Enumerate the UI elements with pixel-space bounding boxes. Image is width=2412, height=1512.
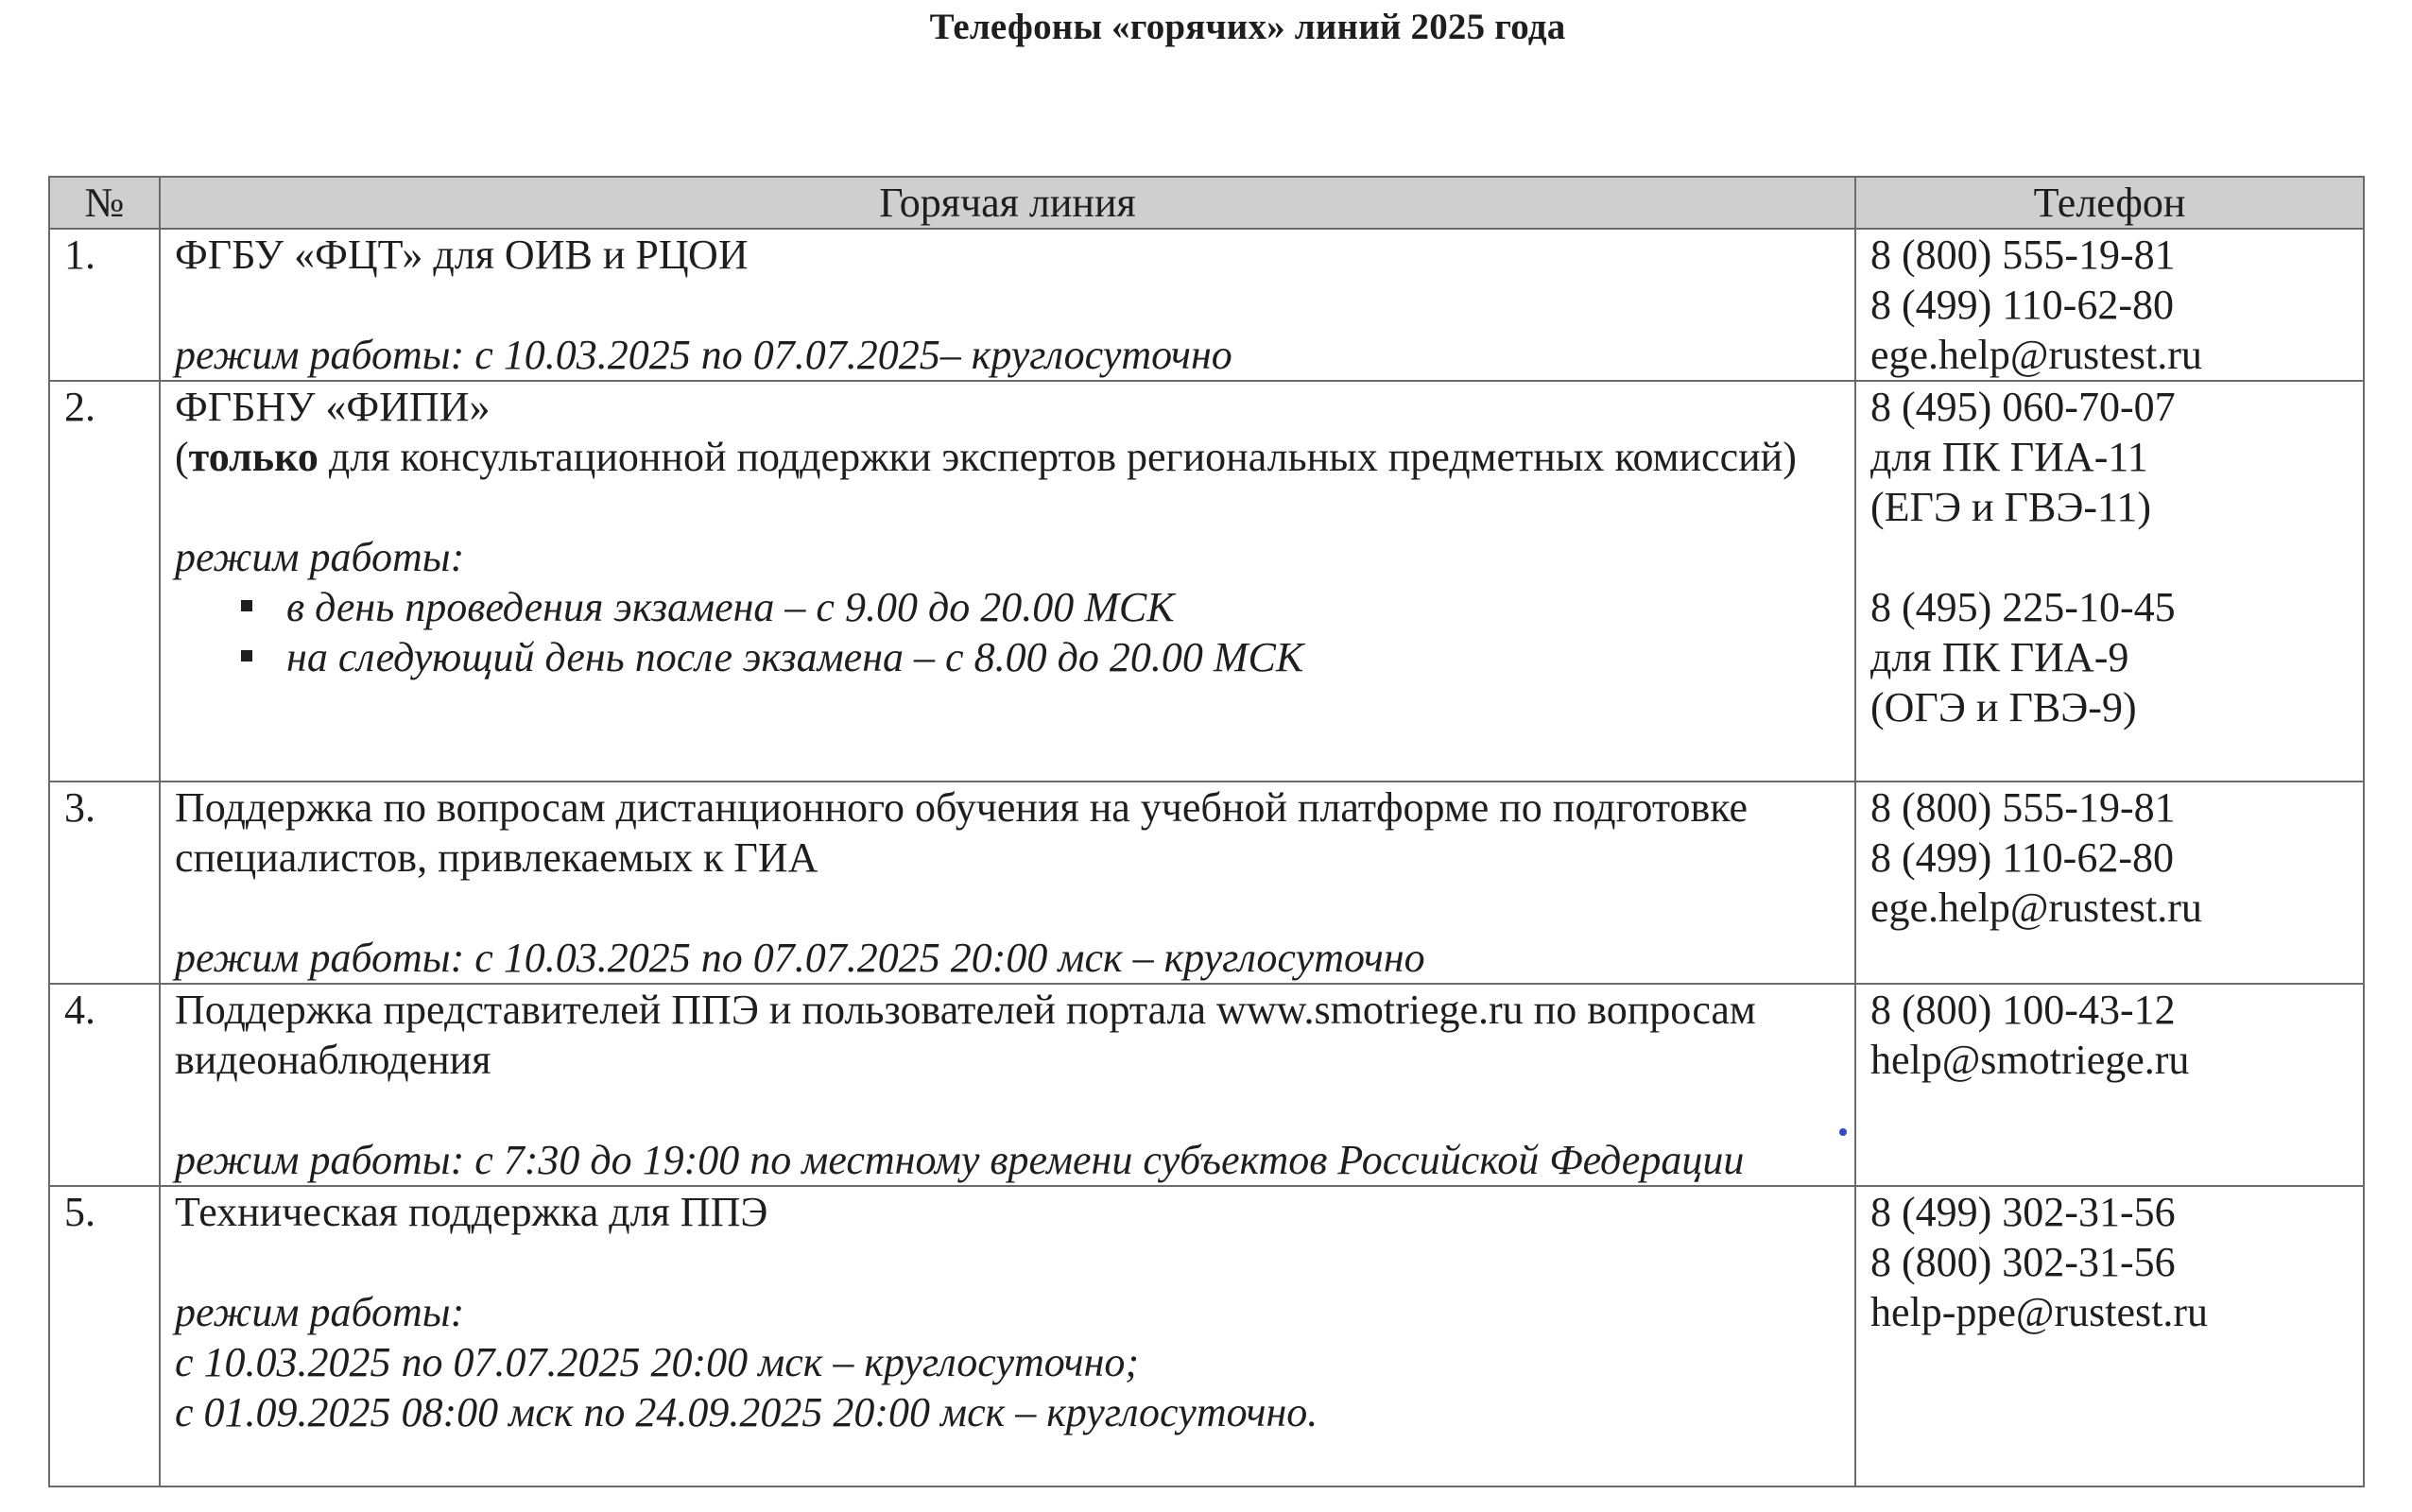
work-mode: режим работы: с 7:30 до 19:00 по местному времени субъектов Российской Федерации (175, 1137, 1745, 1183)
email-address: ege.help@rustest.ru (1870, 885, 2202, 931)
bullet-icon (241, 600, 252, 611)
table-row (49, 782, 2364, 984)
table-row (49, 229, 2364, 381)
phone-number: 8 (800) 555-19-81 (1870, 784, 2176, 831)
contact-cell (1855, 229, 2364, 381)
hotline-name: ФГБНУ «ФИПИ» (175, 384, 491, 430)
note-emphasis: только (188, 434, 319, 480)
contact-cell (1855, 782, 2364, 984)
hotline-name: Поддержка представителей ППЭ и пользователей портала www.smotriege.ru по вопросам видеонаблюдения (175, 987, 1756, 1083)
work-mode-line: с 10.03.2025 по 07.07.2025 20:00 мск – круглосуточно; (175, 1339, 1140, 1385)
work-mode-label: режим работы: (175, 534, 465, 580)
note-text: для консультационной поддержки экспертов региональных предметных комиссий) (318, 434, 1797, 480)
row-number: 3. (49, 782, 160, 984)
contact-cell (1855, 1186, 2364, 1486)
list-item: в день проведения экзамена – с 9.00 до 20.00 МСК (175, 582, 1840, 632)
hotline-note (175, 432, 1840, 482)
row-number: 5. (49, 1186, 160, 1486)
table-header-row (49, 177, 2364, 229)
row-number: 2. (49, 381, 160, 782)
phone-purpose: (ОГЭ и ГВЭ-9) (1870, 684, 2137, 730)
hotline-cell (160, 1186, 1855, 1486)
phone-number: 8 (495) 060-70-07 (1870, 384, 2176, 430)
hotline-name: Техническая поддержка для ППЭ (175, 1189, 768, 1235)
row-number: 1. (49, 229, 160, 381)
hotline-cell (160, 782, 1855, 984)
email-address: help@smotriege.ru (1870, 1037, 2190, 1083)
contact-cell (1855, 381, 2364, 782)
email-address: ege.help@rustest.ru (1870, 332, 2202, 378)
page-title: Телефоны «горячих» линий 2025 года (929, 7, 1566, 47)
table-row (49, 1186, 2364, 1486)
hotline-cell (160, 229, 1855, 381)
phone-number: 8 (800) 100-43-12 (1870, 987, 2176, 1033)
row-number: 4. (49, 984, 160, 1186)
table-row (49, 984, 2364, 1186)
work-mode-list (175, 582, 1840, 682)
phone-number: 8 (499) 302-31-56 (1870, 1189, 2176, 1235)
hotline-cell (160, 984, 1855, 1186)
phone-purpose: (ЕГЭ и ГВЭ-11) (1870, 484, 2152, 530)
phone-purpose: для ПК ГИА-11 (1870, 434, 2148, 480)
hotline-name: ФГБУ «ФЦТ» для ОИВ и РЦОИ (175, 232, 749, 278)
header-number: № (49, 177, 160, 229)
bullet-icon (241, 650, 252, 662)
work-mode-line: с 01.09.2025 08:00 мск по 24.09.2025 20:00 мск – круглосуточно. (175, 1389, 1318, 1435)
table-row (49, 381, 2364, 782)
hotlines-table (48, 176, 2365, 1487)
header-hotline: Горячая линия (160, 177, 1855, 229)
email-address: help-ppe@rustest.ru (1870, 1289, 2208, 1335)
list-item: на следующий день после экзамена – с 8.00 до 20.00 МСК (175, 632, 1840, 682)
hotline-cell (160, 381, 1855, 782)
work-mode: режим работы: с 10.03.2025 по 07.07.2025 20:00 мск – круглосуточно (175, 935, 1425, 981)
phone-number: 8 (800) 555-19-81 (1870, 232, 2176, 278)
cursor-marker (1839, 1128, 1847, 1136)
phone-purpose: для ПК ГИА-9 (1870, 634, 2129, 680)
contact-cell (1855, 984, 2364, 1186)
hotline-name: Поддержка по вопросам дистанционного обучения на учебной платформе по подготовке специалистов, привлекаемых к ГИА (175, 784, 1749, 881)
phone-number: 8 (499) 110-62-80 (1870, 282, 2174, 328)
phone-number: 8 (800) 302-31-56 (1870, 1239, 2176, 1285)
note-open: ( (175, 434, 189, 480)
phone-number: 8 (499) 110-62-80 (1870, 834, 2174, 881)
header-phone: Телефон (1855, 177, 2364, 229)
work-mode-label: режим работы: (175, 1289, 465, 1335)
work-mode: режим работы: с 10.03.2025 по 07.07.2025– круглосуточно (175, 332, 1232, 378)
phone-number: 8 (495) 225-10-45 (1870, 584, 2176, 630)
